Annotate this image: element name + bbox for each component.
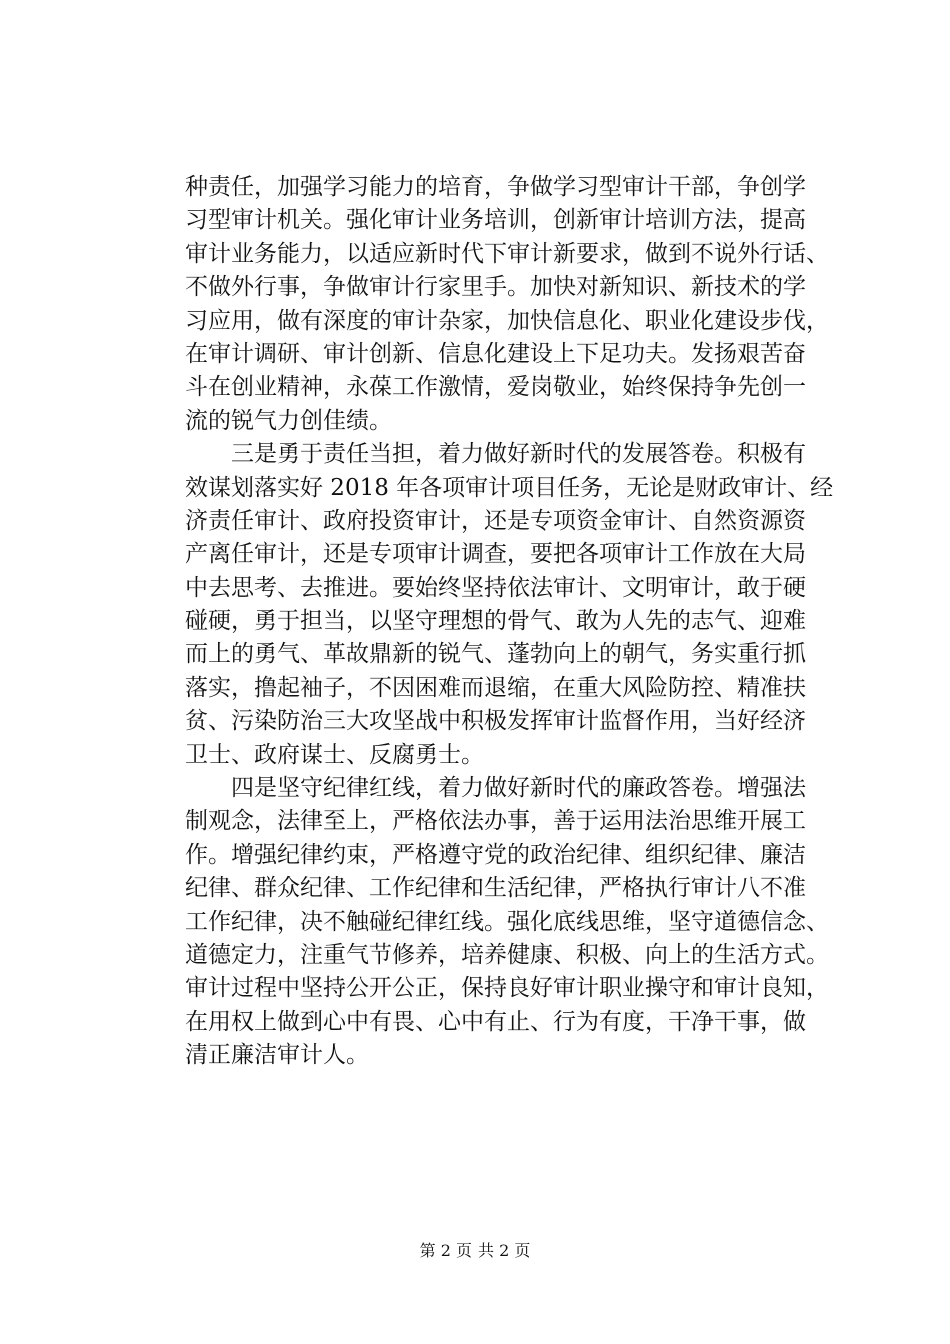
paragraph [185, 171, 829, 438]
text-line: 四是坚守纪律红线，着力做好新时代的廉政答卷。增强法 [231, 775, 806, 802]
body-text [185, 171, 834, 1073]
text-line: 习型审计机关。强化审计业务培训，创新审计培训方法，提高 [185, 207, 806, 234]
text-line: 卫士、政府谋士、反腐勇士。 [185, 741, 484, 768]
text-line: 产离任审计，还是专项审计调查，要把各项审计工作放在大局 [185, 541, 806, 568]
paragraph [185, 772, 829, 1073]
text-line: 济责任审计、政府投资审计，还是专项资金审计、自然资源资 [185, 507, 806, 534]
text-line: 审计业务能力，以适应新时代下审计新要求，做到不说外行话、 [185, 240, 829, 267]
text-line: 贫、污染防治三大攻坚战中积极发挥审计监督作用，当好经济 [185, 708, 806, 735]
text-line: 中去思考、去推进。要始终坚持依法审计、文明审计，敢于硬 [185, 574, 806, 601]
text-line: 斗在创业精神，永葆工作激情，爱岗敬业，始终保持争先创一 [185, 374, 806, 401]
text-line: 制观念，法律至上，严格依法办事，善于运用法治思维开展工 [185, 808, 806, 835]
text-line: 落实，撸起袖子，不因困难而退缩，在重大风险防控、精准扶 [185, 674, 806, 701]
text-line: 在审计调研、审计创新、信息化建设上下足功夫。发扬艰苦奋 [185, 340, 806, 367]
page-number-current: 第 2 页 [419, 1241, 472, 1260]
text-line: 习应用，做有深度的审计杂家，加快信息化、职业化建设步伐， [185, 307, 829, 334]
text-line: 道德定力，注重气节修养，培养健康、积极、向上的生活方式。 [185, 941, 829, 968]
text-line: 碰硬，勇于担当，以坚守理想的骨气、敢为人先的志气、迎难 [185, 608, 806, 635]
paragraph [185, 438, 834, 772]
page-number-total: 共 2 页 [478, 1241, 531, 1260]
text-line: 在用权上做到心中有畏、心中有止、行为有度，干净干事，做 [185, 1008, 806, 1035]
text-line: 种责任，加强学习能力的培育，争做学习型审计干部，争创学 [185, 174, 806, 200]
text-line: 效谋划落实好 2018 年各项审计项目任务，无论是财政审计、经 [185, 474, 834, 501]
page-footer [0, 1241, 950, 1261]
text-line: 三是勇于责任当担，着力做好新时代的发展答卷。积极有 [231, 441, 806, 468]
text-line: 纪律、群众纪律、工作纪律和生活纪律，严格执行审计八不准 [185, 875, 806, 902]
text-line: 工作纪律，决不触碰纪律红线。强化底线思维，坚守道德信念、 [185, 908, 829, 935]
text-line: 作。增强纪律约束，严格遵守党的政治纪律、组织纪律、廉洁 [185, 841, 806, 868]
text-line: 不做外行事，争做审计行家里手。加快对新知识、新技术的学 [185, 274, 806, 301]
text-line: 流的锐气力创佳绩。 [185, 407, 392, 434]
text-line: 审计过程中坚持公开公正，保持良好审计职业操守和审计良知， [185, 975, 829, 1002]
text-line: 清正廉洁审计人。 [185, 1042, 369, 1069]
text-line: 而上的勇气、革故鼎新的锐气、蓬勃向上的朝气，务实重行抓 [185, 641, 806, 668]
